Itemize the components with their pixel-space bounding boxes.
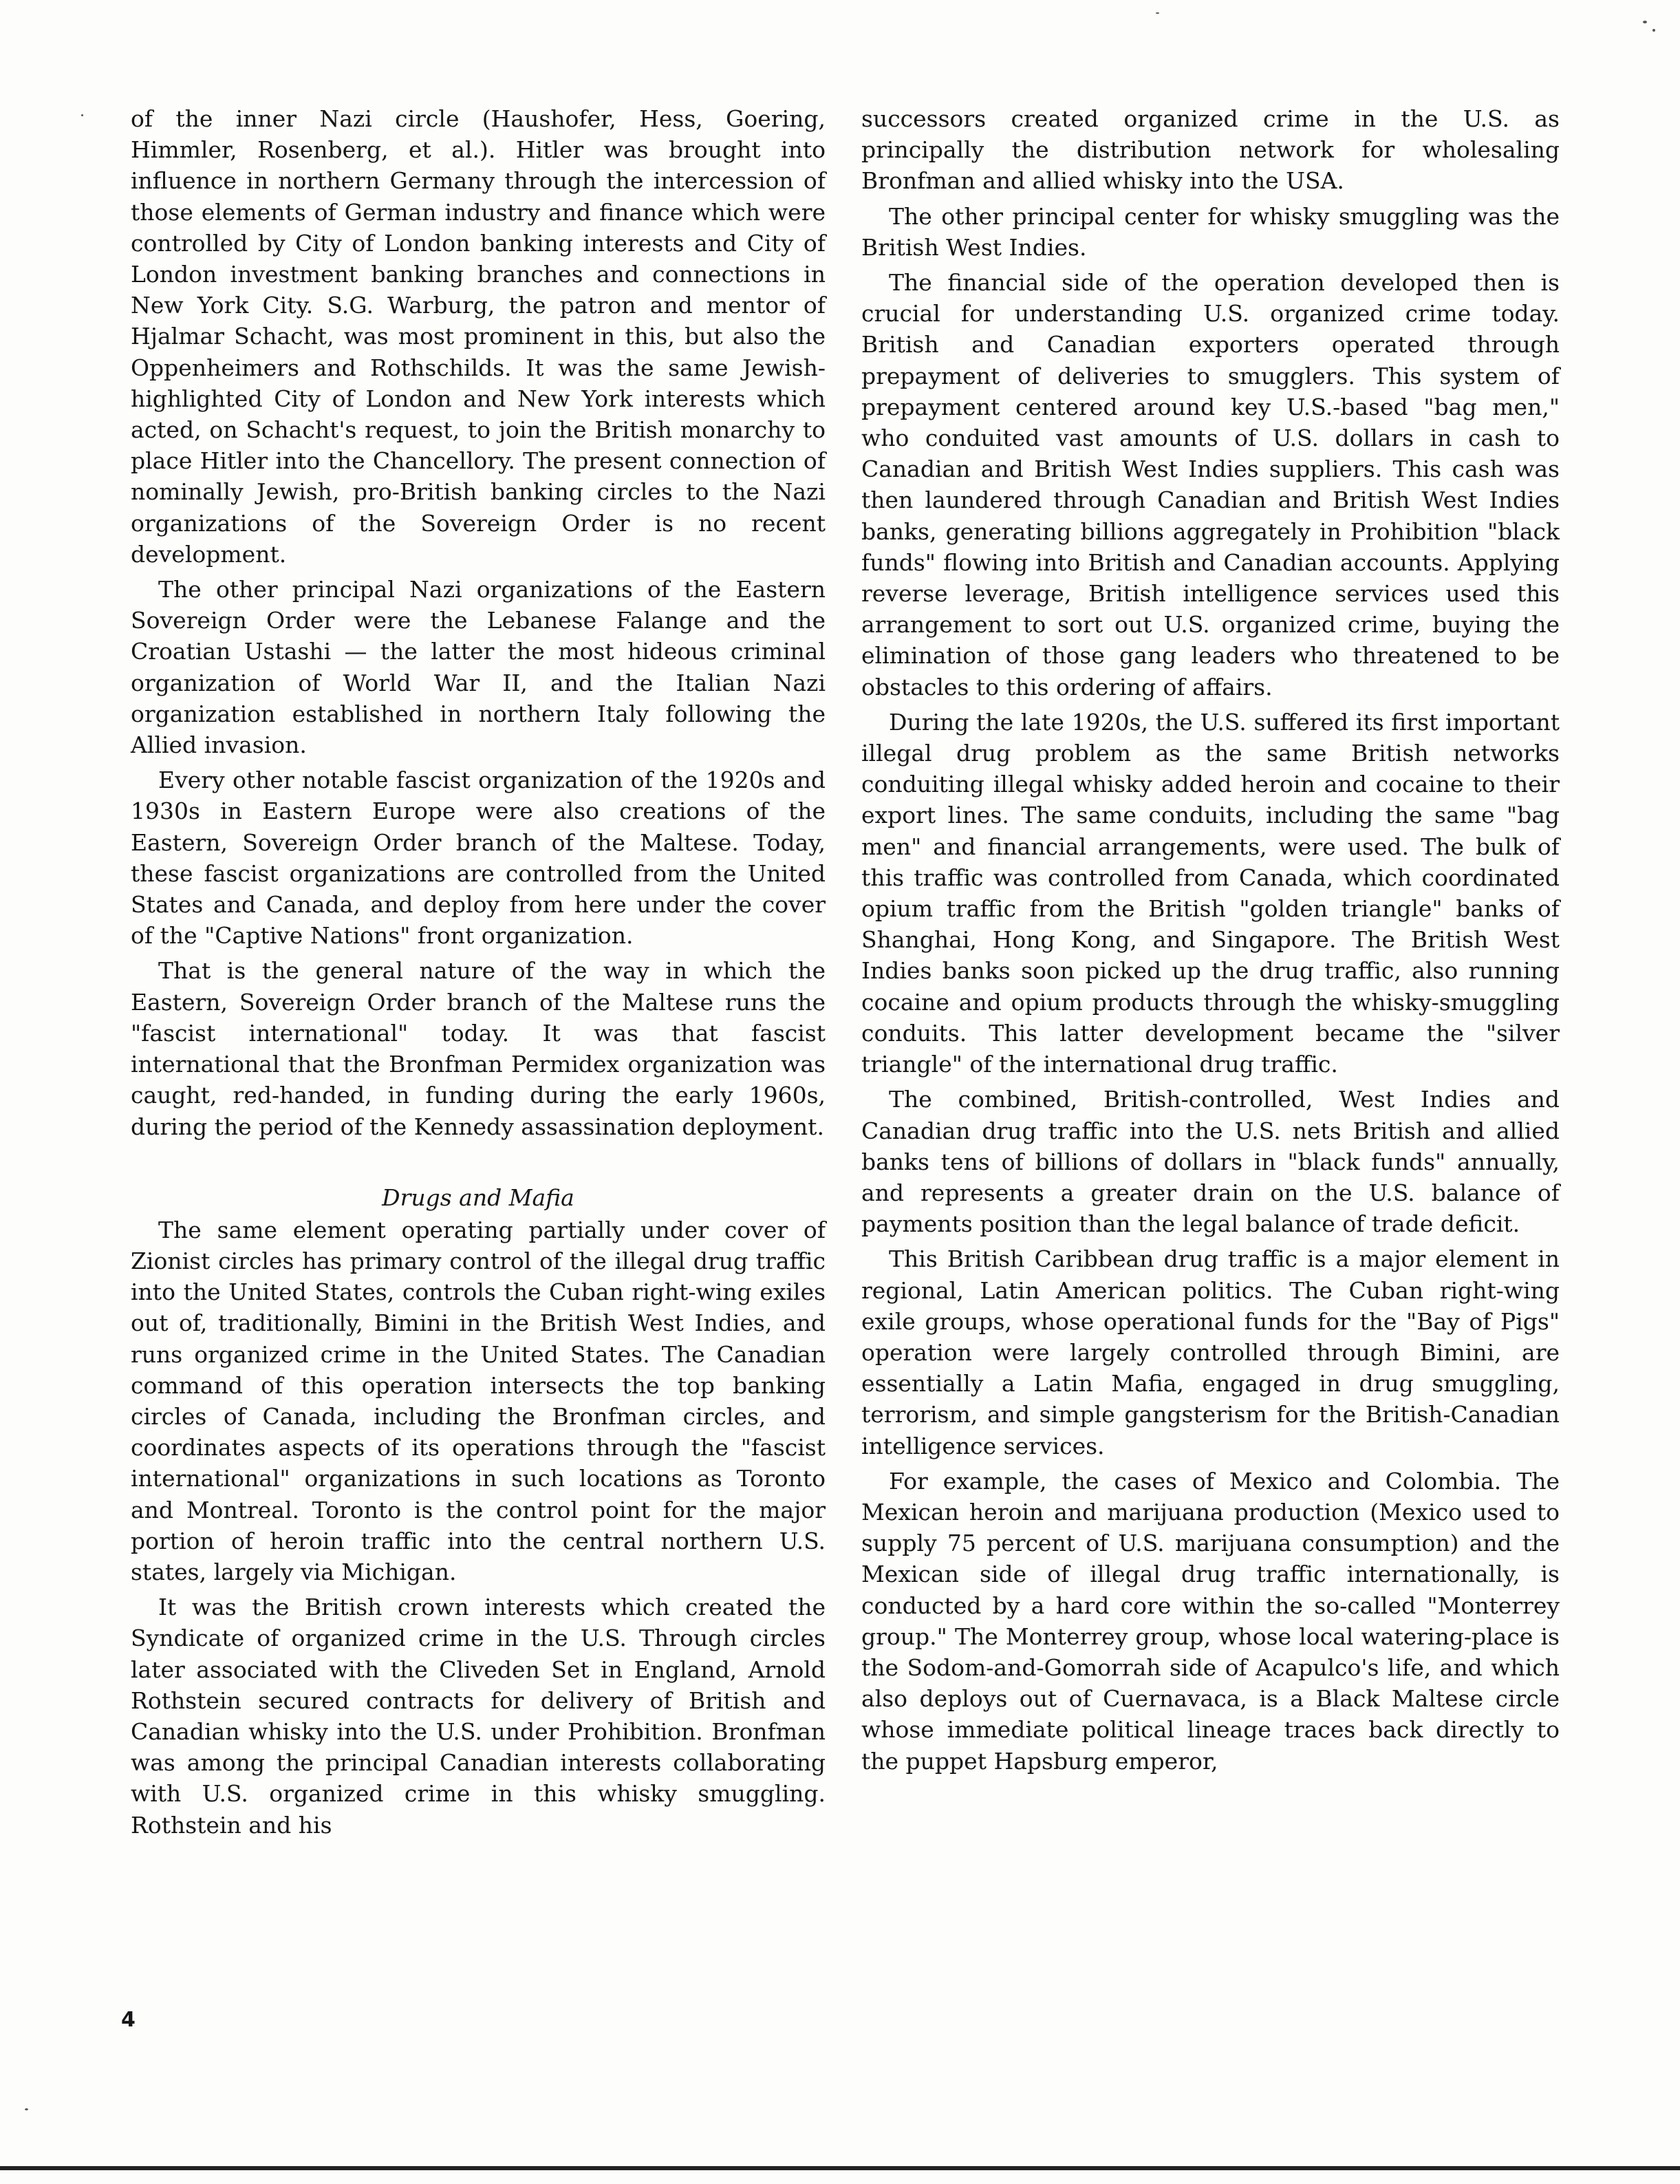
- paragraph: The same element operating partially under cover of Zionist circles has primary control of the illegal drug traffic into the United States, controls the Cuban right-wing exiles out of, traditionally, Bimini in the British West Indies, and runs organized crime in the United States. The Canadian command of this operation intersects the top banking circles of Canada, including the Bronfman circles, and coordinates aspects of its operations through the "fascist international" organizations in such locations as Toronto and Montreal. Toronto is the control point for the major portion of heroin traffic into the central northern U.S. states, largely via Michigan.: [131, 1216, 826, 1585]
- paragraph: The financial side of the operation developed then is crucial for understanding U.S. organized crime today. British and Canadian exporters operated through prepayment of deliveries to smugglers. This system of prepayment centered around key U.S.-based "bag men," who conduited vast amounts of U.S. dollars in cash to Canadian and British West Indies suppliers. This cash was then laundered through Canadian and British West Indies banks, generating billions aggregately in Prohibition "black funds" flowing into British and Canadian accounts. Applying reverse leverage, British intelligence services used this arrangement to sort out U.S. organized crime, buying the elimination of those gang leaders who threatened to be obstacles to this ordering of affairs.: [861, 269, 1560, 700]
- paragraph: That is the general nature of the way in which the Eastern, Sovereign Order branch of the Maltese runs the "fascist international" today. It was that fascist international that the Bronfman Permidex organization was caught, red-handed, in funding during the early 1960s, during the period of the Kennedy assassination deployment.: [131, 957, 826, 1140]
- right-column: [861, 103, 1560, 1781]
- paragraph: During the late 1920s, the U.S. suffered its first important illegal drug problem as the same British networks conduiting illegal whisky added heroin and cocaine to their export lines. The same conduits, including the same "bag men" and financial arrangements, were used. The bulk of this traffic was controlled from Canada, which coordinated opium traffic from the British "golden triangle" banks of Shanghai, Hong Kong, and Singapore. The British West Indies banks soon picked up the drug traffic, also running cocaine and opium products through the whisky-smuggling conduits. This latter development became the "silver triangle" of the international drug traffic.: [861, 708, 1560, 1078]
- scan-speck: [1156, 12, 1159, 14]
- section-heading: Drugs and Mafia: [382, 1184, 574, 1211]
- page-number: 4: [121, 2008, 136, 2032]
- paragraph: of the inner Nazi circle (Haushofer, Hess, Goering, Himmler, Rosenberg, et al.). Hitler was brought into influence in northern Germany through the intercession of those elements of German industry and finance which were controlled by City of London banking interests and City of London investment banking branches and connections in New York City. S.G. Warburg, the patron and mentor of Hjalmar Schacht, was most prominent in this, but also the Oppenheimers and Rothschilds. It was the same Jewish-highlighted City of London and New York interests which acted, on Schacht's request, to join the British monarchy to place Hitler into the Chancellory. The present connection of nominally Jewish, pro-British banking circles to the Nazi organizations of the Sovereign Order is no recent development.: [131, 105, 826, 568]
- paragraph: This British Caribbean drug traffic is a major element in regional, Latin American politics. The Cuban right-wing exile groups, whose operational funds for the "Bay of Pigs" operation were largely controlled through Bimini, are essentially a Latin Mafia, engaged in drug smuggling, terrorism, and simple gangsterism for the British-Canadian intelligence services.: [861, 1245, 1560, 1459]
- paragraph: The combined, British-controlled, West Indies and Canadian drug traffic into the U.S. nets British and allied banks tens of billions of dollars in "black funds" annually, and represents a greater drain on the U.S. balance of payments position than the legal balance of trade deficit.: [861, 1086, 1560, 1238]
- paragraph: Every other notable fascist organization of the 1920s and 1930s in Eastern Europe were also creations of the Eastern, Sovereign Order branch of the Maltese. Today, these fascist organizations are controlled from the United States and Canada, and deploy from here under the cover of the "Captive Nations" front organization.: [131, 767, 826, 950]
- scan-speck: [1643, 21, 1647, 23]
- left-column: [131, 103, 826, 1845]
- paragraph: successors created organized crime in the U.S. as principally the distribution network for wholesaling Bronfman and allied whisky into the USA.: [861, 105, 1560, 195]
- scan-speck: [81, 114, 83, 116]
- paragraph: The other principal center for whisky smuggling was the British West Indies.: [861, 202, 1560, 261]
- paragraph: It was the British crown interests which created the Syndicate of organized crime in the U.S. Through circles later associated with the Cliveden Set in England, Arnold Rothstein secured contracts for delivery of British and Canadian whisky into the U.S. under Prohibition. Bronfman was among the principal Canadian interests collaborating with U.S. organized crime in this whisky smuggling. Rothstein and his: [131, 1594, 826, 1839]
- paragraph: The other principal Nazi organizations of the Eastern Sovereign Order were the Lebanese Falange and the Croatian Ustashi — the latter the most hideous criminal organization of World War II, and the Italian Nazi organization established in northern Italy following the Allied invasion.: [131, 576, 826, 759]
- scan-speck: [1652, 29, 1655, 32]
- scan-speck: [25, 2108, 28, 2110]
- paragraph: For example, the cases of Mexico and Colombia. The Mexican heroin and marijuana production (Mexico used to supply 75 percent of U.S. marijuana consumption) and the Mexican side of illegal drug traffic internationally, is conducted by a hard core within the so-called "Monterrey group." The Monterrey group, whose local watering-place is the Sodom-and-Gomorrah side of Acapulco's life, and which also deploys out of Cuernavaca, is a Black Maltese circle whose immediate political lineage traces back directly to the puppet Hapsburg emperor,: [861, 1467, 1560, 1775]
- bottom-scan-edge: [0, 2166, 1680, 2170]
